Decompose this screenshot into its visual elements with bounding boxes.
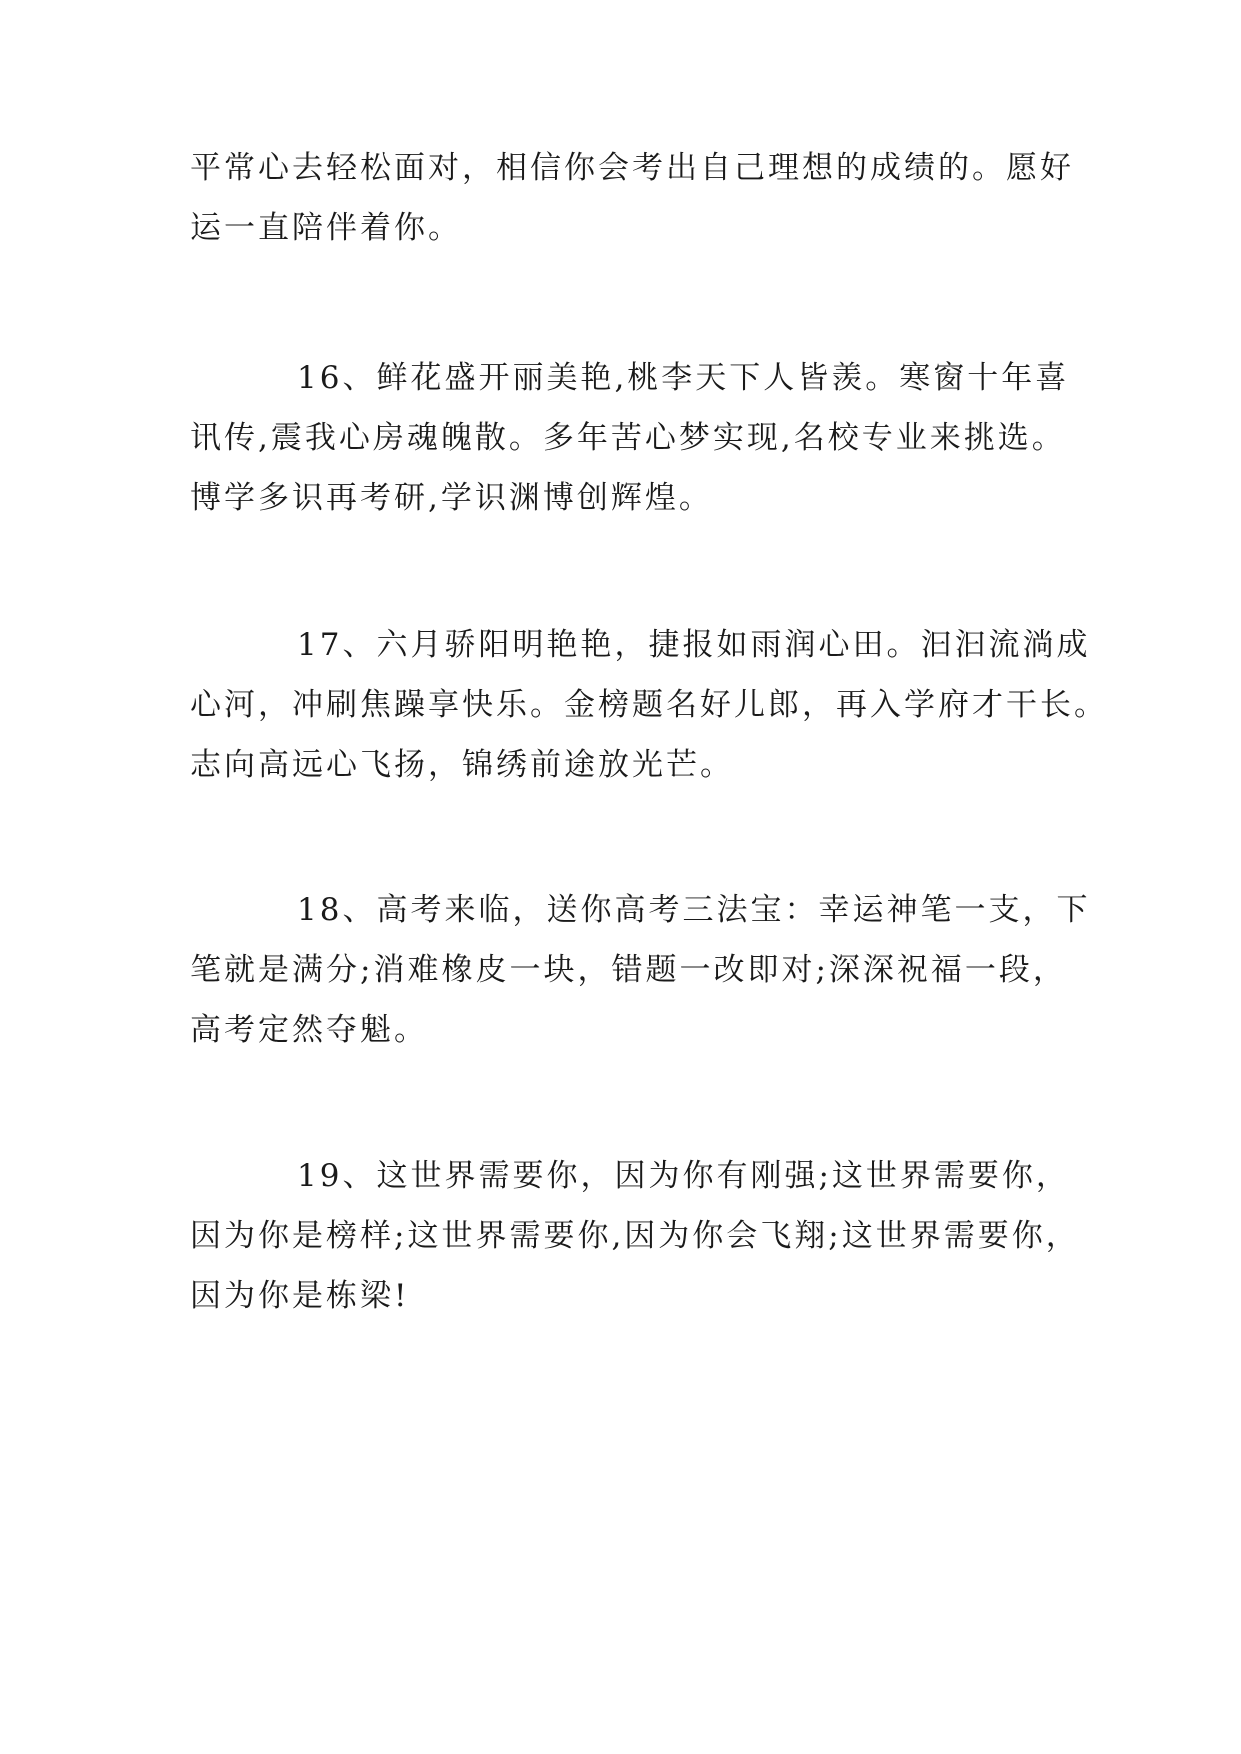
text-line: 博学多识再考研,学识渊博创辉煌。 (190, 480, 713, 516)
text-line: 运一直陪伴着你。 (190, 210, 462, 246)
text-line: 16、鲜花盛开丽美艳,桃李天下人皆羡。寒窗十年喜 (297, 360, 1070, 396)
text-line: 笔就是满分;消难橡皮一块，错题一改即对;深深祝福一段， (190, 952, 1067, 988)
text-line: 心河，冲刷焦躁享快乐。金榜题名好儿郎，再入学府才干长。 (190, 687, 1108, 723)
text-line: 18、高考来临，送你高考三法宝：幸运神笔一支，下 (297, 892, 1091, 928)
text-line: 高考定然夺魁。 (190, 1012, 428, 1048)
text-line: 17、六月骄阳明艳艳，捷报如雨润心田。汩汩流淌成 (297, 627, 1091, 663)
paragraph-19 (190, 1146, 1080, 1326)
paragraph-16 (190, 348, 1070, 528)
text-line: 19、这世界需要你，因为你有刚强;这世界需要你， (297, 1158, 1070, 1194)
text-line: 志向高远心飞扬，锦绣前途放光芒。 (190, 747, 734, 783)
text-line: 讯传,震我心房魂魄散。多年苦心梦实现,名校专业来挑选。 (190, 420, 1066, 456)
paragraph-15-continuation (190, 138, 1074, 258)
paragraph-18 (190, 880, 1091, 1060)
text-line: 因为你是栋梁! (190, 1278, 410, 1314)
text-line: 平常心去轻松面对，相信你会考出自己理想的成绩的。愿好 (190, 150, 1074, 186)
paragraph-17 (190, 615, 1108, 795)
text-line: 因为你是榜样;这世界需要你,因为你会飞翔;这世界需要你， (190, 1218, 1080, 1254)
